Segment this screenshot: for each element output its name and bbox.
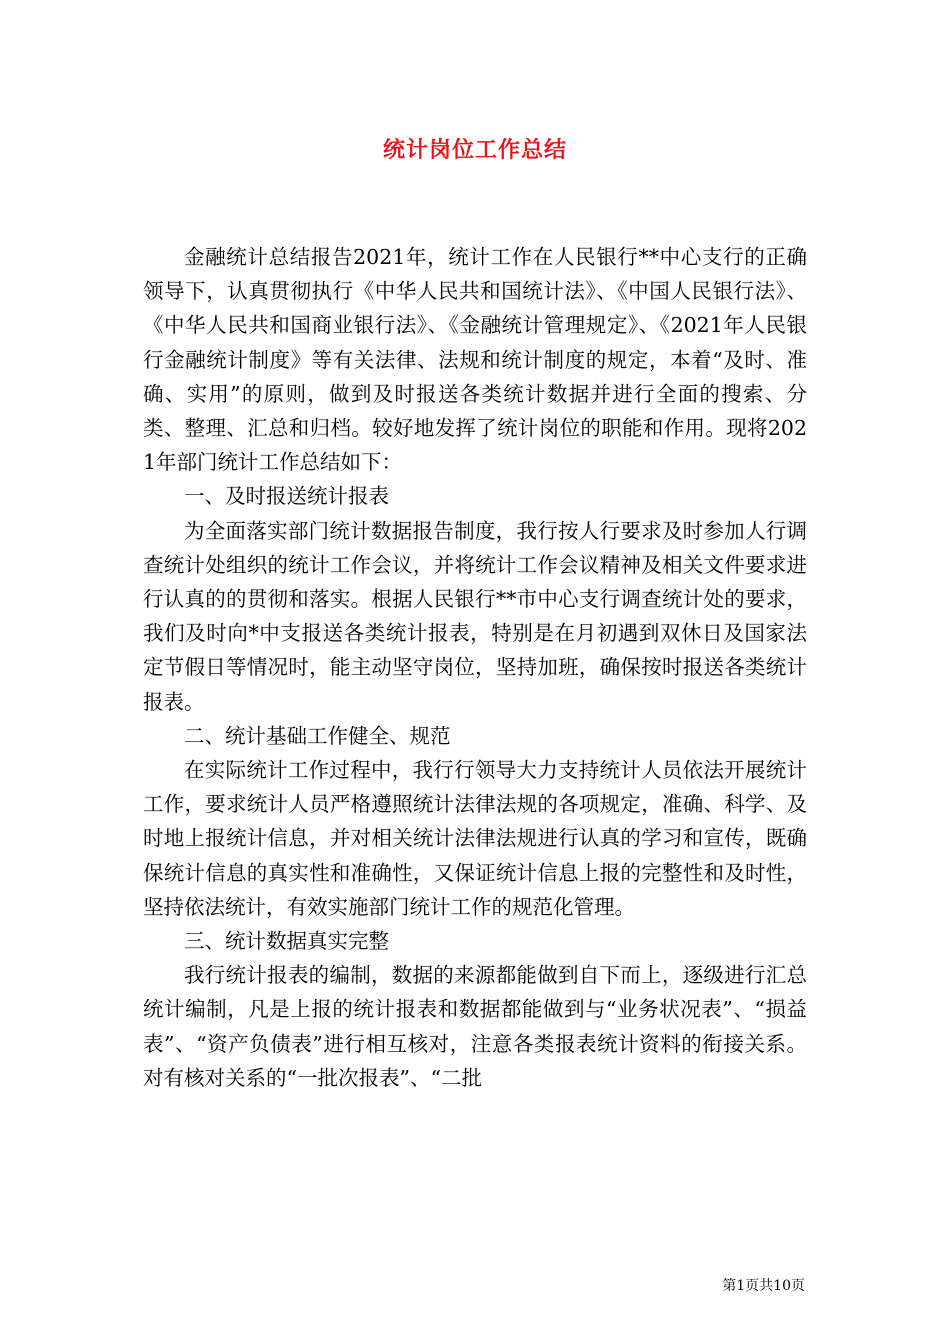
- paragraph: 为全面落实部门统计数据报告制度，我行按人行要求及时参加人行调查统计处组织的统计工作会议，并将统计工作会议精神及相关文件要求进行认真的的贯彻和落实。根据人民银行**市中心支行调查统计处的要求，我们及时向*中支报送各类统计报表，特别是在月初遇到双休日及国家法定节假日等情况时，能主动坚守岗位，坚持加班，确保按时报送各类统计报表。: [143, 518, 807, 714]
- document-body: [143, 240, 807, 1095]
- paragraph: 金融统计总结报告2021年，统计工作在人民银行**中心支行的正确领导下，认真贯彻执行《中华人民共和国统计法》、《中国人民银行法》、《中华人民共和国商业银行法》、《金融统计管理规定》、《2021年人民银行金融统计制度》等有关法律、法规和统计制度的规定，本着“及时、准确、实用”的原则，做到及时报送各类统计数据并进行全面的搜索、分类、整理、汇总和归档。较好地发挥了统计岗位的职能和作用。现将2021年部门统计工作总结如下：: [143, 245, 807, 475]
- page-number-footer: 第1页共10页: [722, 1278, 805, 1294]
- section-heading: 三、统计数据真实完整: [184, 929, 389, 954]
- paragraph: 我行统计报表的编制，数据的来源都能做到自下而上，逐级进行汇总统计编制，凡是上报的统计报表和数据都能做到与“业务状况表”、“损益表”、“资产负债表”进行相互核对，注意各类报表统计资料的衔接关系。对有核对关系的“一批次报表”、“二批: [143, 963, 807, 1090]
- section-heading: 一、及时报送统计报表: [184, 484, 389, 509]
- section-heading: 二、统计基础工作健全、规范: [184, 723, 451, 748]
- document-title: 统计岗位工作总结: [382, 137, 567, 163]
- paragraph: 在实际统计工作过程中，我行行领导大力支持统计人员依法开展统计工作，要求统计人员严格遵照统计法律法规的各项规定，准确、科学、及时地上报统计信息，并对相关统计法律法规进行认真的学习和宣传，既确保统计信息的真实性和准确性，又保证统计信息上报的完整性和及时性，坚持依法统计，有效实施部门统计工作的规范化管理。: [143, 758, 807, 919]
